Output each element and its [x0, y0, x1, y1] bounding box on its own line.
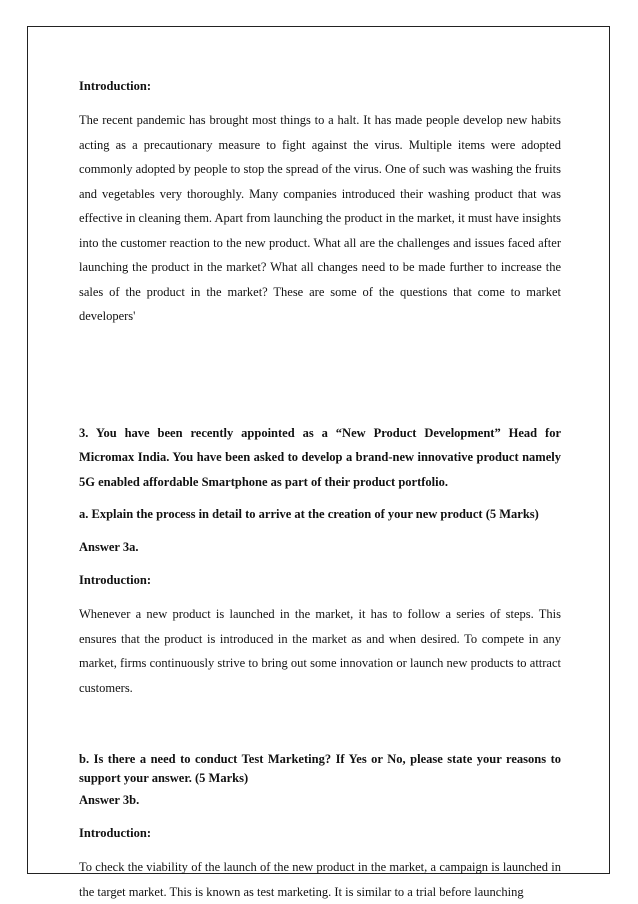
question-3-text: 3. You have been recently appointed as a “New Product Development” Head for Micromax India. You have been asked to develop a brand-new innovative product namely 5G enabled affordable Smartphone as part of their product portfolio.: [79, 425, 561, 489]
answer-3b-intro-heading: Introduction:: [79, 826, 152, 840]
intro-heading: Introduction:: [79, 79, 152, 93]
question-3b-text: b. Is there a need to conduct Test Marketing? If Yes or No, please state your reasons to support your answer. (5 Marks): [79, 752, 561, 785]
answer-3b-intro-paragraph: To check the viability of the launch of the new product in the market, a campaign is launched in the target market. This is known as test marketing. It is similar to a trial before launching: [79, 860, 561, 899]
answer-3b-label: Answer 3b.: [79, 793, 140, 807]
intro-paragraph: The recent pandemic has brought most things to a halt. It has made people develop new habits acting as a precautionary measure to fight against the virus. Multiple items were adopted commonly adopted by people to stop the spread of the virus. One of such was washing the fruits and vegetables very thoroughly. Many companies introduced their washing product that was effective in cleaning them. Apart from launching the product in the market, it must have insights into the customer reaction to the new product. What all are the challenges and issues faced after launching the product in the market? What all changes need to be made further to increase the sales of the product in the market? These are some of the questions that come to market developers': [79, 113, 561, 323]
question-3a-text: a. Explain the process in detail to arrive at the creation of your new product (5 Marks): [79, 507, 539, 521]
answer-3a-intro-heading: Introduction:: [79, 573, 152, 587]
answer-3a-label: Answer 3a.: [79, 540, 139, 554]
answer-3a-intro-paragraph: Whenever a new product is launched in the market, it has to follow a series of steps. This ensures that the product is introduced in the market as and when desired. To compete in any market, firms continuously strive to bring out some innovation or launch new products to attract customers.: [79, 607, 561, 695]
document-content: [79, 78, 561, 904]
